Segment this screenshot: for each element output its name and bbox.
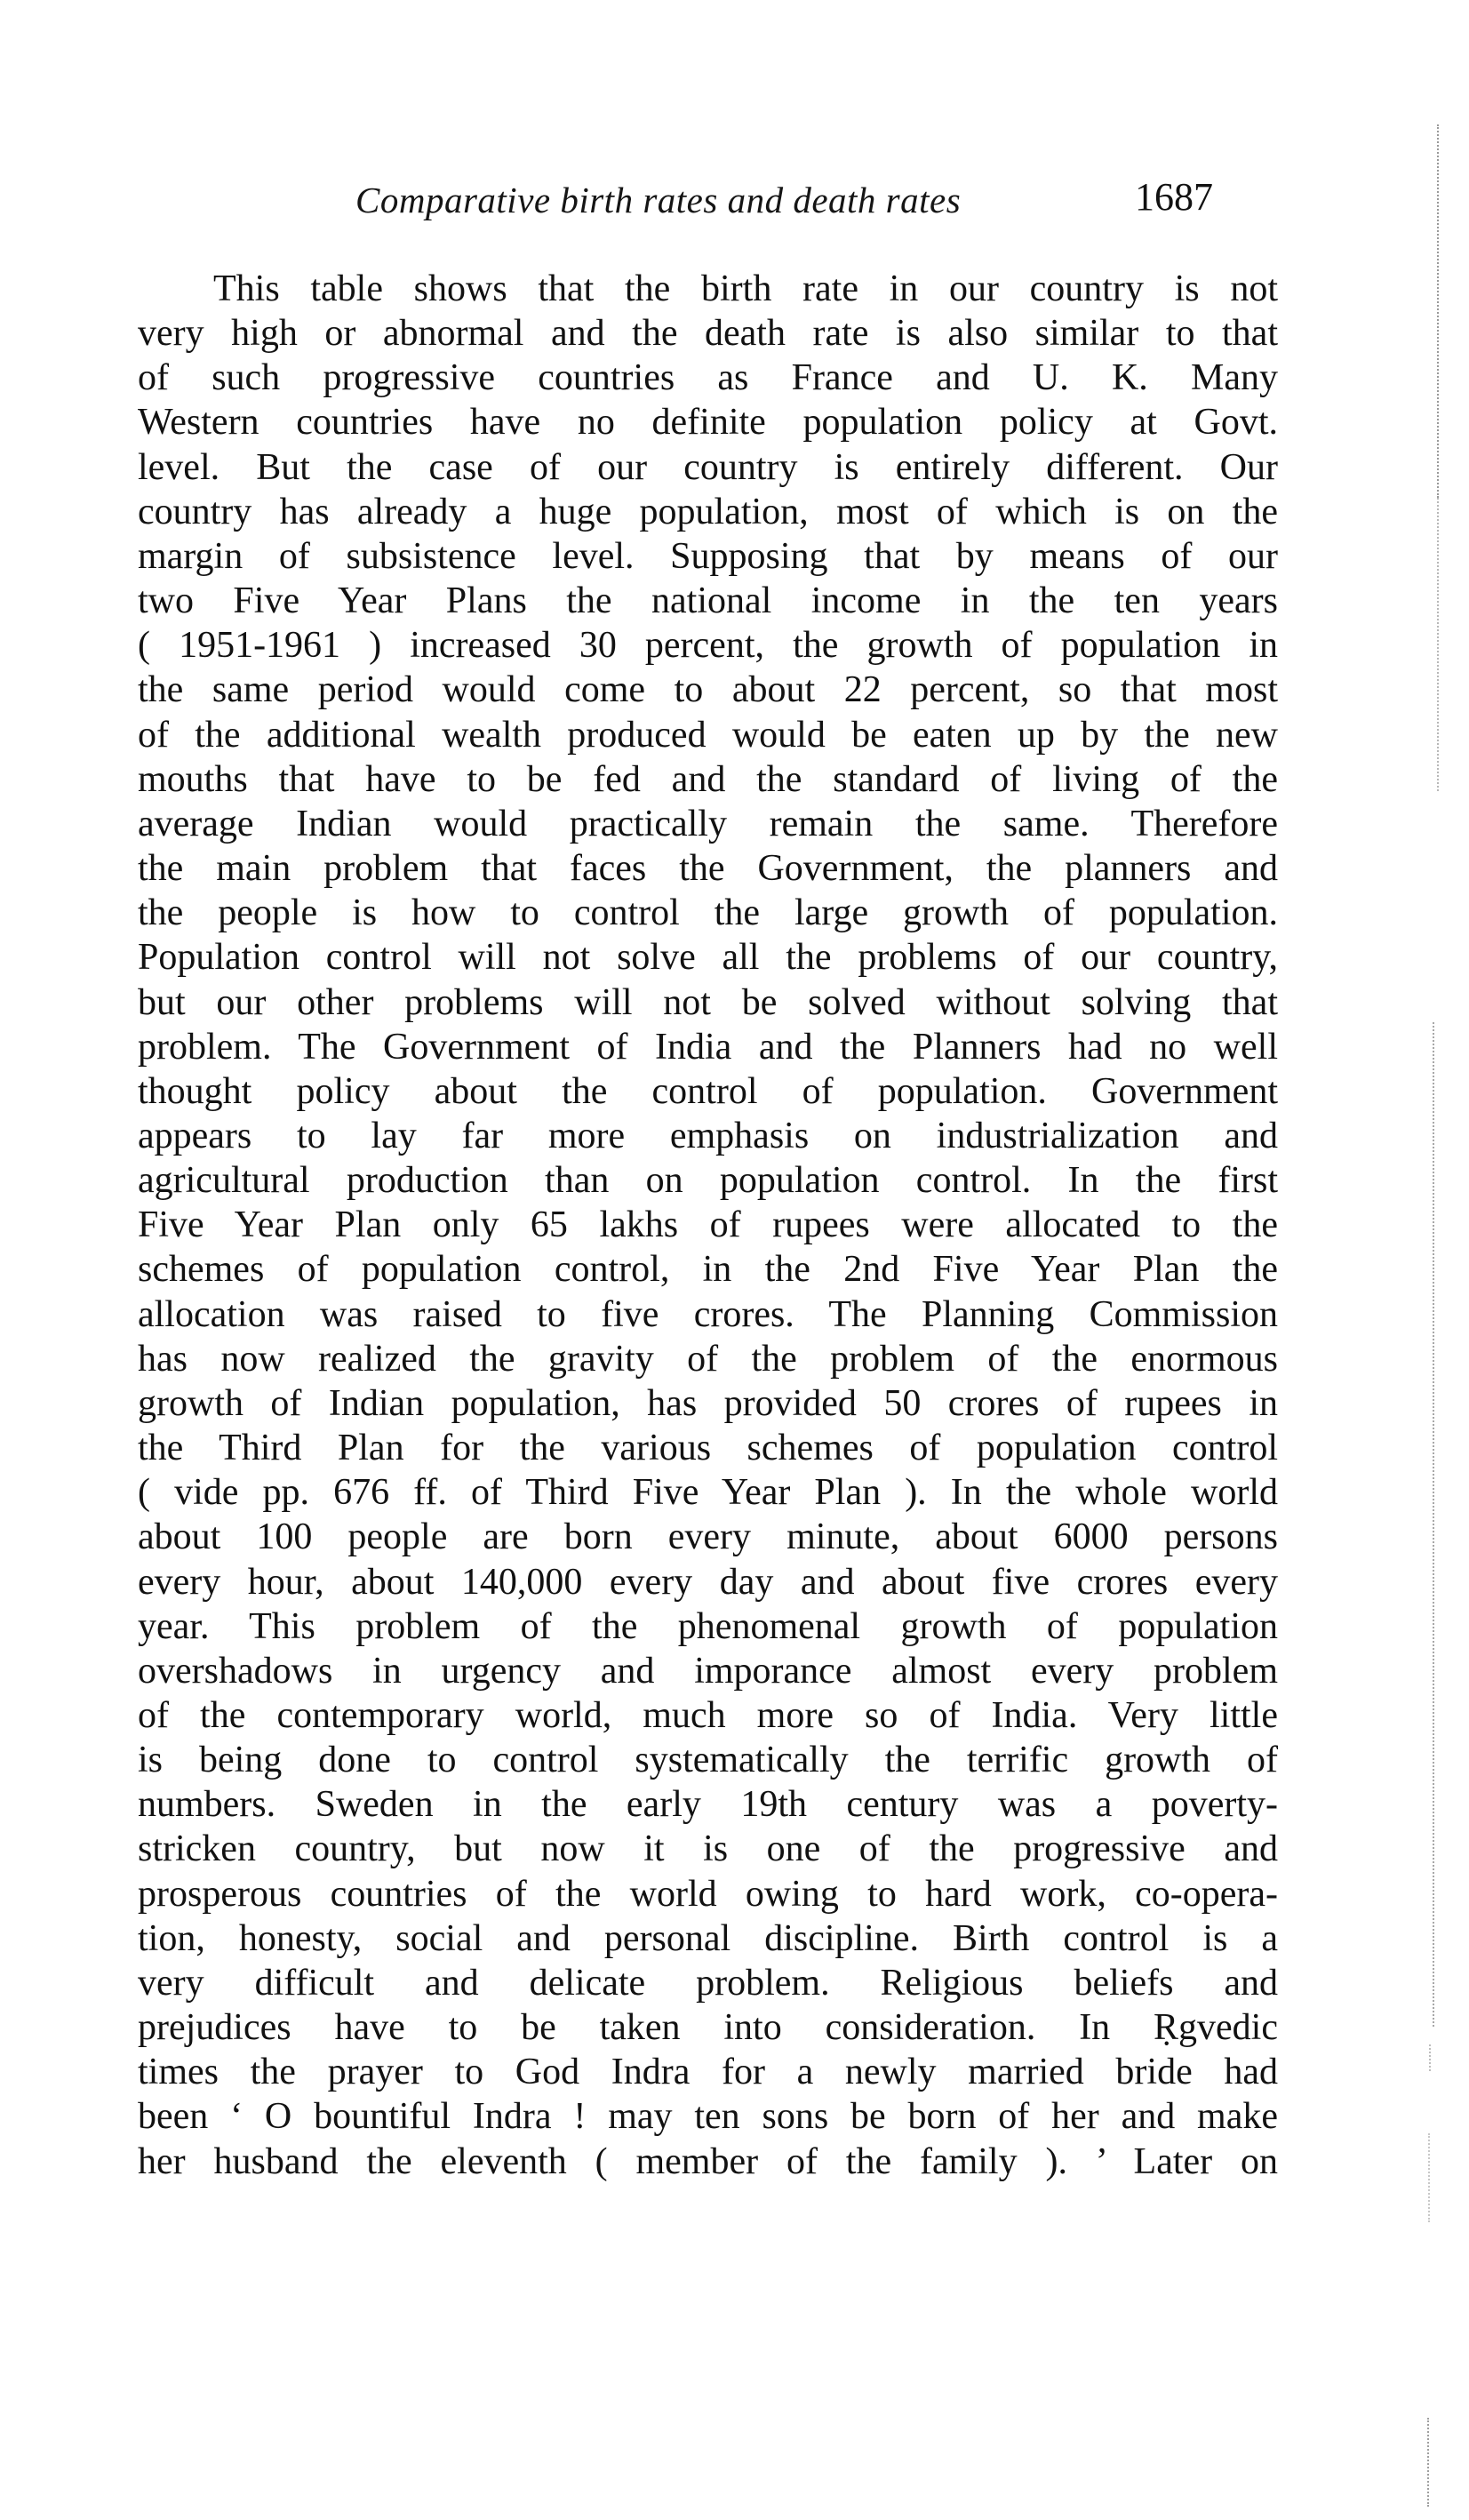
scan-edge-line: [1433, 1022, 1434, 2027]
text-line: about 100 people are born every minute, about 6000 persons: [138, 1516, 1278, 1558]
text-line: ( vide pp. 676 ff. of Third Five Year Plan ). In the whole world: [138, 1472, 1278, 1514]
text-line: times the prayer to God Indra for a newly married bride had: [138, 2052, 1278, 2093]
text-line: two Five Year Plans the national income in the ten years: [138, 580, 1278, 622]
text-line: of the additional wealth produced would be eaten up by the new: [138, 714, 1278, 756]
body-paragraph: [138, 267, 1278, 2184]
text-line: her husband the eleventh ( member of the family ). ’ Later on: [138, 2140, 1278, 2182]
running-head-title: Comparative birth rates and death rates: [355, 180, 962, 220]
text-line: ( 1951-1961 ) increased 30 percent, the growth of population in: [138, 625, 1278, 667]
scan-edge-line: [1437, 124, 1439, 498]
text-line: stricken country, but now it is one of the progressive and: [138, 1828, 1278, 1870]
text-line: been ‘ O bountiful Indra ! may ten sons be born of her and make: [138, 2096, 1278, 2138]
scan-edge-line: [1427, 2418, 1429, 2507]
text-line: very difficult and delicate problem. Religious beliefs and: [138, 1962, 1278, 2004]
text-line: prejudices have to be taken into consideration. In Ṛgvedic: [138, 2007, 1278, 2049]
text-line: margin of subsistence level. Supposing that by means of our: [138, 535, 1278, 577]
text-line: mouths that have to be fed and the standard of living of the: [138, 758, 1278, 800]
text-line: has now realized the gravity of the problem of the enormous: [138, 1338, 1278, 1380]
text-line: the main problem that faces the Government, the planners and: [138, 848, 1278, 890]
text-line: every hour, about 140,000 every day and about five crores every: [138, 1561, 1278, 1603]
text-line: the Third Plan for the various schemes of population control: [138, 1428, 1278, 1469]
text-line: level. But the case of our country is entirely different. Our: [138, 446, 1278, 488]
page-number: 1687: [1135, 175, 1213, 219]
text-line: country has already a huge population, most of which is on the: [138, 491, 1278, 532]
text-line: the people is how to control the large growth of population.: [138, 892, 1278, 934]
text-line: tion, honesty, social and personal discipline. Birth control is a: [138, 1917, 1278, 1959]
text-line: agricultural production than on population control. In the first: [138, 1160, 1278, 1202]
scan-edge-line: [1429, 2044, 1431, 2071]
text-line: but our other problems will not be solved without solving that: [138, 981, 1278, 1023]
text-line: thought policy about the control of population. Government: [138, 1070, 1278, 1112]
text-line: Population control will not solve all the problems of our country,: [138, 937, 1278, 979]
text-line: Five Year Plan only 65 lakhs of rupees were allocated to the: [138, 1204, 1278, 1246]
text-line: year. This problem of the phenomenal growth of population: [138, 1605, 1278, 1647]
text-line: appears to lay far more emphasis on industrialization and: [138, 1115, 1278, 1156]
text-line: of such progressive countries as France and U. K. Many: [138, 357, 1278, 399]
text-line: problem. The Government of India and the Planners had no well: [138, 1026, 1278, 1068]
text-line: growth of Indian population, has provided 50 crores of rupees in: [138, 1382, 1278, 1424]
text-line: average Indian would practically remain the same. Therefore: [138, 803, 1278, 844]
text-line: prosperous countries of the world owing to hard work, co-opera-: [138, 1873, 1278, 1915]
text-line: of the contemporary world, much more so of India. Very little: [138, 1695, 1278, 1736]
text-line: schemes of population control, in the 2nd Five Year Plan the: [138, 1249, 1278, 1291]
text-line: the same period would come to about 22 percent, so that most: [138, 669, 1278, 711]
text-line: allocation was raised to five crores. The Planning Commission: [138, 1293, 1278, 1335]
text-line: numbers. Sweden in the early 19th century was a poverty-: [138, 1784, 1278, 1826]
scan-edge-line: [1437, 498, 1439, 791]
scan-edge-line: [1428, 2133, 1430, 2222]
text-line: This table shows that the birth rate in our country is not: [213, 268, 1278, 309]
text-line: overshadows in urgency and imporance almost every problem: [138, 1650, 1278, 1692]
text-line: Western countries have no definite population policy at Govt.: [138, 402, 1278, 444]
text-line: is being done to control systematically the terrific growth of: [138, 1740, 1278, 1781]
text-line: very high or abnormal and the death rate is also similar to that: [138, 313, 1278, 355]
